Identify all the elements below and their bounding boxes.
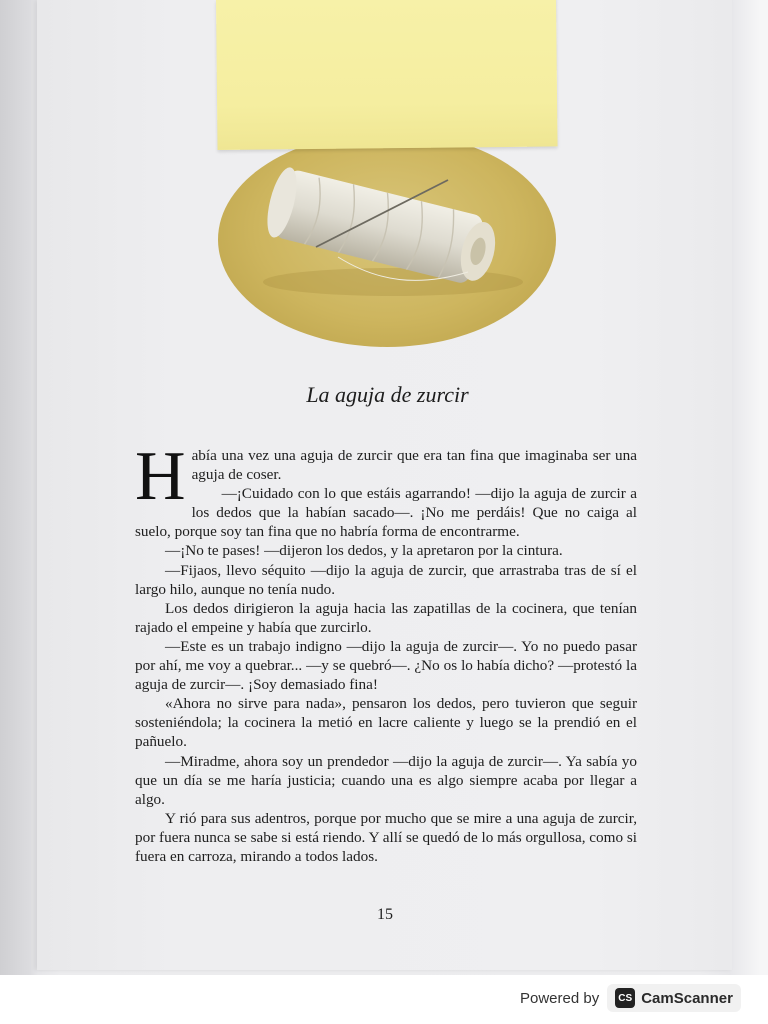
page-number: 15 [377,906,393,923]
story-text [135,438,637,866]
camscanner-badge [607,984,741,1012]
camscanner-brand: CamScanner [641,989,733,1007]
paragraph-4: —Fijaos, llevo séquito —dijo la aguja de zurcir, que arrastraba tras de sí el largo hilo, aunque no tenía nudo. [135,561,637,598]
camscanner-logo-icon: CS [615,988,635,1008]
powered-by-label: Powered by [520,989,600,1007]
thread-spool-needle-icon [218,132,556,347]
spool-illustration [218,132,556,347]
camscanner-watermark [520,983,741,1013]
sticky-note [216,0,558,150]
paragraph-5: Los dedos dirigieron la aguja hacia las zapatillas de la cocinera, que tenían rajado el empeine y había que zurcirlo. [135,599,637,636]
story-title: La aguja de zurcir [306,382,469,407]
paragraph-6: —Este es un trabajo indigno —dijo la aguja de zurcir—. Yo no puedo pasar por ahí, me voy a quebrar... —y se quebró—. ¿No os lo había dicho? —protestó la aguja de zurcir—. ¡Soy demasiado fina! [135,637,637,694]
paragraph-9: Y rió para sus adentros, porque por mucho que se mire a una aguja de zurcir, por fuera nunca se sabe si está riendo. Y allí se quedó de lo más orgullosa, como si fuera en carroza, mirando a todos lados. [135,809,637,865]
paragraph-7: «Ahora no sirve para nada», pensaron los dedos, pero tuvieron que seguir sosteniéndola; la cocinera la metió en lacre caliente y luego se la prendió en el pañuelo. [135,695,637,751]
paragraph-8: —Miradme, ahora soy un prendedor —dijo la aguja de zurcir—. Ya sabía yo que un día se me haría justicia; cuando una es algo siempre acaba por llegar a algo. [135,752,637,808]
drop-cap: H [135,438,186,515]
paragraph-1: Había una vez una aguja de zurcir que era tan fina que imaginaba ser una aguja de coser. [135,438,637,515]
paragraph-2: —¡Cuidado con lo que estáis agarrando! —dijo la aguja de zurcir a los dedos que la habían sacado—. ¡No me perdáis! Que no caiga al suelo, porque soy tan fina que no habría forma de encontrarme. [135,485,637,541]
paragraph-3: —¡No te pases! —dijeron los dedos, y la apretaron por la cintura. [165,542,563,560]
